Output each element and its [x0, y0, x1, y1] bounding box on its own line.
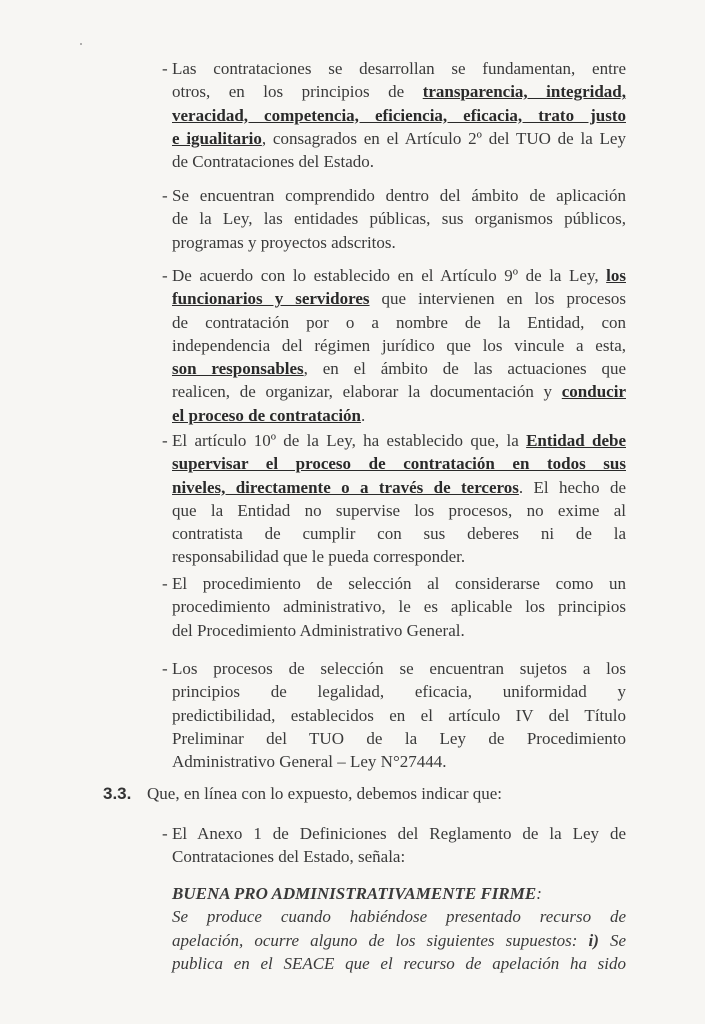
annex-bullet	[162, 822, 626, 869]
definition-heading-line	[172, 882, 626, 905]
text-line	[172, 822, 626, 845]
dash-bullet-icon: -	[162, 186, 168, 205]
bullet-item	[162, 264, 626, 427]
text-run: programas y proyectos adscritos.	[172, 232, 396, 252]
text-line	[172, 619, 626, 642]
text-run: Preliminar del TUO de la Ley de Procedimiento	[172, 728, 626, 748]
text-run: otros, en los principios de	[172, 82, 423, 102]
text-run: publica en el SEACE que el recurso de apelación ha sido	[172, 953, 626, 973]
emphasized-text: el proceso de contratación	[172, 405, 362, 425]
text-line	[172, 127, 626, 150]
text-run: de la Ley, las entidades públicas, sus organismos públicos,	[172, 209, 626, 229]
text-run: apelación, ocurre alguno de los siguientes supuestos:	[172, 930, 589, 950]
text-line	[172, 572, 626, 595]
text-run: Se produce cuando habiéndose presentado recurso de	[172, 907, 626, 927]
text-run: Administrativo General – Ley N°27444.	[172, 752, 447, 772]
text-line	[172, 952, 626, 975]
text-run: de contratación por o a nombre de la Entidad, con	[172, 312, 626, 332]
text-run: i)	[588, 930, 599, 950]
text-run: realicen, de organizar, elaborar la documentación y	[172, 382, 562, 402]
text-line	[172, 311, 626, 334]
dash-bullet-icon: -	[162, 659, 168, 678]
text-line	[172, 231, 626, 254]
text-line	[172, 750, 626, 773]
emphasized-text: conducir	[561, 382, 626, 402]
text-run: que intervienen en los procesos	[369, 289, 626, 309]
text-line	[172, 727, 626, 750]
text-line	[172, 404, 626, 427]
emphasized-text: niveles, directamente o a través de terceros	[172, 477, 519, 497]
text-line	[172, 452, 626, 475]
emphasized-text: transparencia, integridad,	[422, 82, 626, 102]
text-line	[172, 704, 626, 727]
text-run: El Anexo 1 de Definiciones del Reglamento de la Ley de	[172, 824, 626, 843]
text-run: independencia del régimen jurídico que los vincule a esta,	[172, 335, 626, 355]
text-run: , consagrados en el Artículo 2º del TUO de la Ley	[261, 128, 626, 148]
text-run: Los procesos de selección se encuentran sujetos a los	[172, 659, 626, 678]
text-line	[172, 845, 626, 868]
text-line	[172, 150, 626, 173]
text-line	[172, 104, 626, 127]
dash-bullet-icon: -	[162, 574, 168, 593]
text-line	[172, 680, 626, 703]
bullet-item	[162, 657, 626, 773]
text-line	[172, 287, 626, 310]
definition-heading: BUENA PRO ADMINISTRATIVAMENTE FIRME	[172, 884, 537, 903]
bullet-item	[162, 57, 626, 173]
text-run: El procedimiento de selección al considerarse como un	[172, 574, 626, 593]
text-run: Se	[598, 930, 627, 950]
text-run: procedimiento administrativo, le es aplicable los principios	[172, 597, 626, 617]
text-run: El artículo 10º de la Ley, ha establecido que, la	[172, 431, 527, 450]
section-intro: Que, en línea con lo expuesto, debemos indicar que:	[147, 784, 502, 803]
definition-heading-colon: :	[536, 884, 542, 903]
text-run: de Contrataciones del Estado.	[172, 152, 375, 172]
text-run: responsabilidad que le pueda corresponder.	[172, 547, 466, 567]
text-line	[172, 334, 626, 357]
text-run: De acuerdo con lo establecido en el Artículo 9º de la Ley,	[172, 266, 607, 285]
bullet-item	[162, 572, 626, 642]
text-line	[172, 545, 626, 568]
text-line	[172, 657, 626, 680]
text-run: predictibilidad, establecidos en el artículo IV del Título	[172, 705, 626, 725]
text-run: contratista de cumplir con sus deberes ni de la	[172, 524, 626, 544]
text-line	[172, 595, 626, 618]
text-line	[172, 357, 626, 380]
text-run: principios de legalidad, eficacia, uniformidad y	[172, 682, 626, 702]
emphasized-text: son responsables	[172, 359, 304, 379]
text-line	[172, 380, 626, 403]
bullet-item	[162, 429, 626, 569]
text-line	[172, 80, 626, 103]
text-line	[172, 57, 626, 80]
dash-bullet-icon: -	[162, 431, 168, 450]
text-line	[172, 264, 626, 287]
section-number: 3.3.	[103, 784, 132, 803]
emphasized-text: veracidad, competencia, eficiencia, eficacia, trato justo	[172, 105, 626, 125]
text-line	[172, 905, 626, 928]
emphasized-text: los	[606, 266, 626, 285]
dash-bullet-icon: -	[162, 266, 168, 285]
text-line	[172, 184, 626, 207]
dash-bullet-icon: -	[162, 824, 168, 843]
text-run: Se encuentran comprendido dentro del ámbito de aplicación	[172, 186, 626, 205]
text-run: Contrataciones del Estado, señala:	[172, 847, 406, 867]
text-run: , en el ámbito de las actuaciones que	[303, 359, 626, 379]
text-line	[172, 476, 626, 499]
text-line	[172, 929, 626, 952]
definition-block	[172, 882, 626, 975]
emphasized-text: supervisar el proceso de contratación en todos sus	[172, 454, 626, 474]
text-line	[172, 522, 626, 545]
emphasized-text: e igualitario	[172, 128, 262, 148]
scan-speck	[80, 43, 82, 45]
dash-bullet-icon: -	[162, 59, 168, 78]
text-run: .	[361, 405, 366, 425]
emphasized-text: funcionarios y servidores	[172, 289, 370, 309]
text-line	[172, 429, 626, 452]
text-run: que la Entidad no supervise los procesos, no exime al	[172, 500, 626, 520]
text-run: Las contrataciones se desarrollan se fundamentan, entre	[172, 59, 626, 78]
text-run: del Procedimiento Administrativo General.	[172, 620, 465, 640]
text-line	[172, 207, 626, 230]
text-line	[172, 499, 626, 522]
text-run: . El hecho de	[518, 477, 626, 497]
bullet-item	[162, 184, 626, 254]
emphasized-text: Entidad debe	[526, 431, 626, 450]
